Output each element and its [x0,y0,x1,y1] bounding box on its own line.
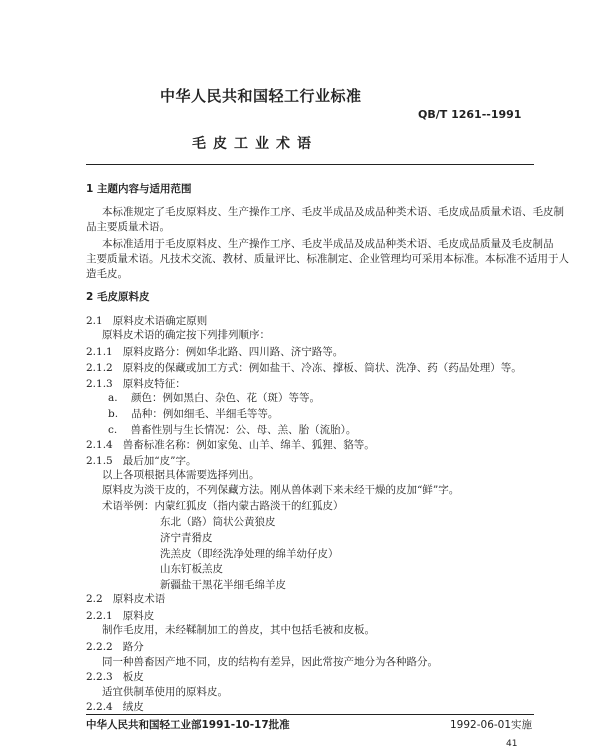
header-rule [86,164,534,165]
clause-text: 原料皮路分：例如华北路、四川路、济宁路等。 [122,346,344,358]
section-1-paragraph-2-end: 造毛皮。 [86,268,128,280]
clause-title: 原料皮 [122,610,155,622]
item-b [108,408,278,421]
effective-date: 1992-06-01实施 [450,719,533,731]
section-1-heading: 1 主题内容与适用范围 [86,183,192,195]
term-example: 山东钉板羔皮 [160,563,223,575]
clause-2-1-text: 原料皮术语的确定按下列排列顺序： [102,329,270,341]
clause-2-2-2-text: 同一种兽畜因产地不同，皮的结构有差异，因此常按产地分为各种路分。 [102,656,438,668]
clause-title: 原料皮术语 [112,593,166,605]
page-number: 41 [506,739,518,749]
term-example: 新疆盐干黑花半细毛绵羊皮 [160,579,286,591]
section-1-paragraph-2-cont: 主要质量术语。凡技术交流、教材、质量评比、标准制定、企业管理均可采用本标准。本标准不适用于人 [86,253,569,265]
clause-text: 兽畜标准名称：例如家兔、山羊、绵羊、狐狸、貉等。 [122,439,375,451]
clause-number: 2.2.4 [86,701,113,713]
clause-title: 路分 [122,641,144,653]
clause-2-1 [86,315,207,328]
term-example: 东北（路）筒状公黄狼皮 [160,516,276,528]
clause-number: 2.1 [86,315,103,327]
clause-2-2-1-text: 制作毛皮用，未经鞣制加工的兽皮，其中包括毛被和皮板。 [102,624,375,636]
item-a [108,392,320,405]
term-example: 洗羔皮（即经洗净处理的绵羊幼仔皮） [160,548,339,560]
section-1-paragraph-1-cont: 品主要质量术语。 [86,221,170,233]
standard-code: QB/T 1261--1991 [418,108,522,121]
item-label: b. [108,408,119,420]
item-text: 品种：例如细毛、半细毛等等。 [131,408,279,420]
issuing-authority: 中华人民共和国轻工行业标准 [160,87,362,105]
clause-2-2-1 [86,610,154,623]
document-title: 毛皮工业术语 [192,136,318,152]
clause-text: 原料皮特征： [122,378,186,390]
clause-2-2-2 [86,641,144,654]
clause-2-1-2 [86,362,522,375]
item-c [108,424,356,437]
clause-number: 2.2.3 [86,671,113,683]
section-1-paragraph-1: 本标准规定了毛皮原料皮、生产操作工序、毛皮半成品及成品种类术语、毛皮成品质量术语、毛皮制 [102,206,564,218]
clause-title: 板皮 [122,671,144,683]
clause-title: 原料皮术语确定原则 [112,315,208,327]
clause-number: 2.1.5 [86,455,113,467]
item-label: c. [108,424,118,436]
clause-2-2-3-text: 适宜供制革使用的原料皮。 [102,686,228,698]
clause-2-1-5-line-3: 术语举例：内蒙红狐皮（指内蒙古路淡干的红狐皮） [102,500,344,512]
approval-line: 中华人民共和国轻工业部1991-10-17批准 [86,719,290,731]
clause-text: 最后加“皮”字。 [122,455,197,467]
clause-text: 原料皮的保藏或加工方式：例如盐干、冷冻、撑板、筒状、洗净、药（药品处理）等。 [122,362,522,374]
clause-2-1-5-line-1: 以上各项根据具体需要选择列出。 [102,469,260,481]
clause-2-1-4 [86,439,375,452]
item-text: 兽畜性别与生长情况：公、母、羔、胎（流胎）。 [130,424,357,436]
item-text: 颜色：例如黑白、杂色、花（斑）等等。 [130,392,320,404]
clause-2-2-4 [86,701,144,714]
footer-rule [86,714,534,715]
clause-number: 2.1.4 [86,439,113,451]
clause-number: 2.2 [86,593,103,605]
clause-number: 2.2.2 [86,641,113,653]
clause-number: 2.1.2 [86,362,113,374]
clause-2-1-5 [86,455,196,468]
clause-2-1-5-line-2: 原料皮为淡干皮的，不列保藏方法。刚从兽体剥下来未经干燥的皮加“鲜”字。 [102,484,460,496]
clause-2-1-1 [86,346,343,359]
section-2-heading: 2 毛皮原料皮 [86,291,150,303]
term-example: 济宁青猾皮 [160,532,213,544]
clause-2-2-3 [86,671,144,684]
section-1-paragraph-2: 本标准适用于毛皮原料皮、生产操作工序、毛皮半成品及成品种类术语、毛皮成品质量及毛皮制品 [102,238,554,250]
clause-title: 绒皮 [122,701,144,713]
clause-number: 2.2.1 [86,610,113,622]
item-label: a. [108,392,118,404]
clause-2-2 [86,593,165,606]
clause-number: 2.1.1 [86,346,113,358]
clause-2-1-3 [86,378,186,391]
clause-number: 2.1.3 [86,378,113,390]
